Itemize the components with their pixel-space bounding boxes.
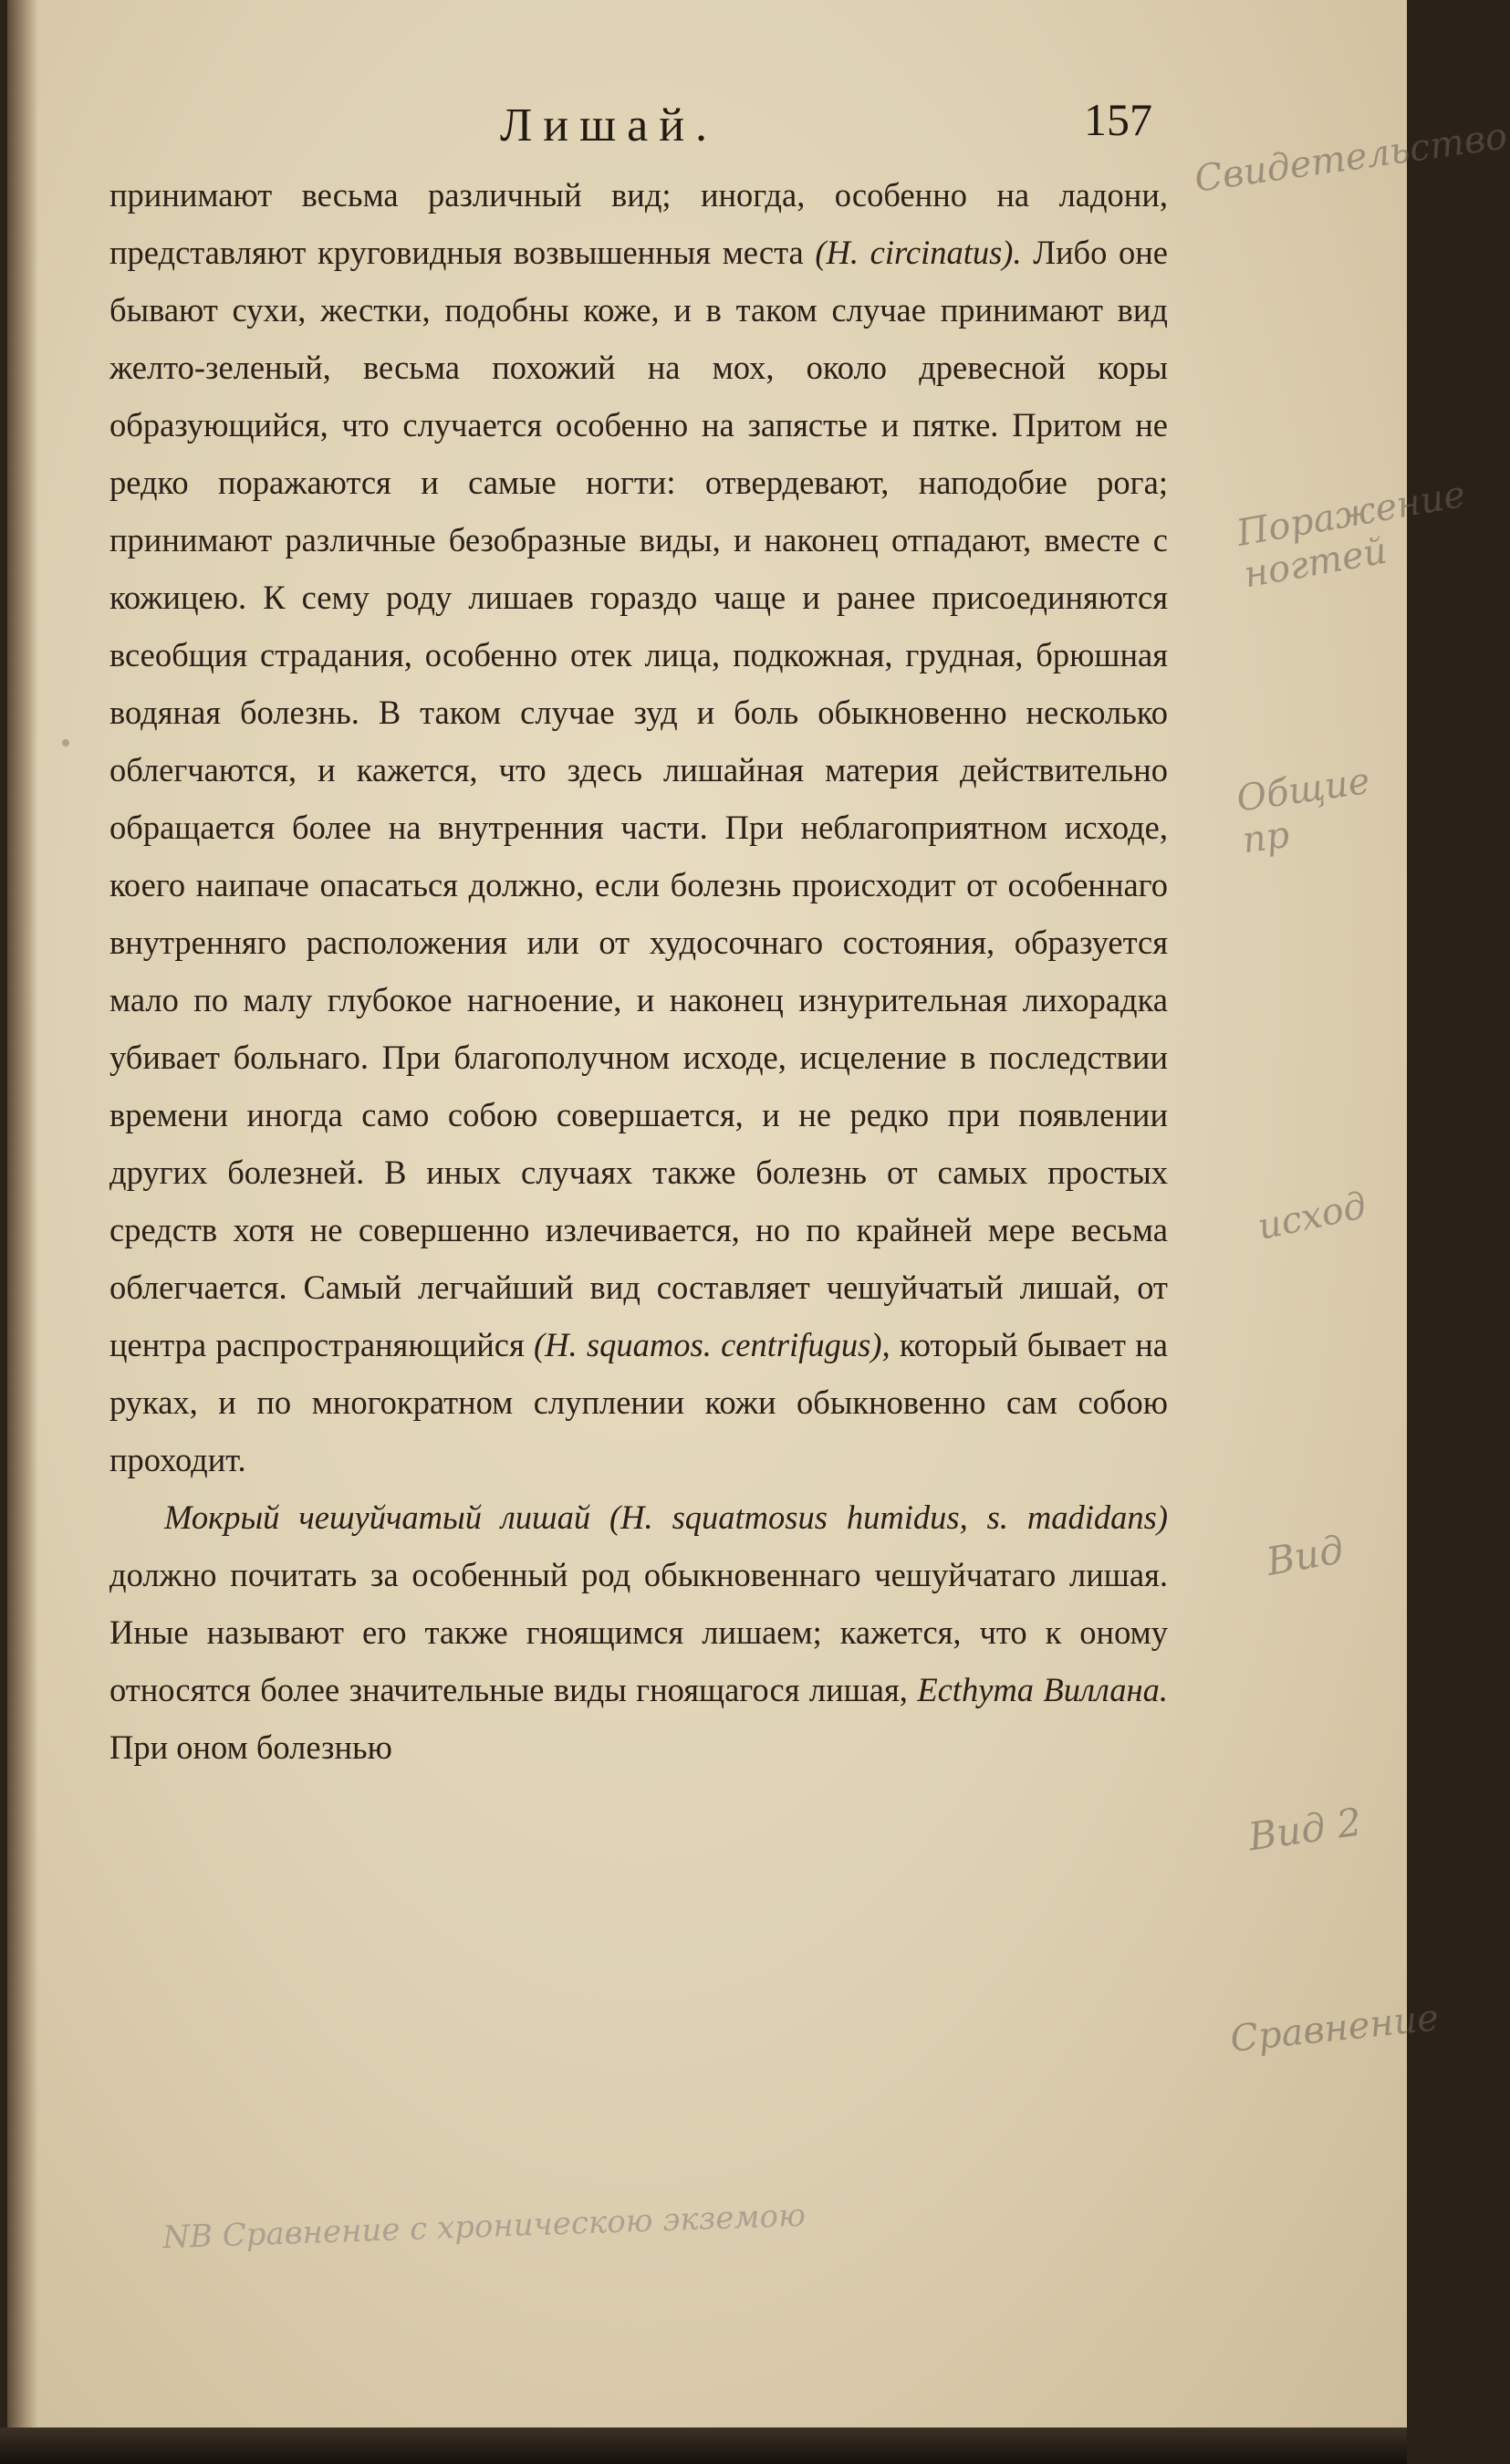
paragraph-2-tail: При оном болезнью: [109, 1728, 392, 1766]
margin-note-7: Сравнение: [1228, 1997, 1441, 2061]
scan-bottom-edge: [0, 2427, 1407, 2464]
page-binding-shadow: [7, 0, 38, 2427]
paragraph-2-text: должно почитать за особенный род обыкновеннаго чешуйчатаго лишая. Иные называют его также гноящимся лишаем; кажется, что к оному относятся более значительные виды гноящагося лишая,: [109, 1556, 1168, 1708]
latin-term-circinatus: (H. circinatus).: [815, 234, 1022, 271]
margin-note-3: Общие пр: [1234, 759, 1373, 862]
footer-pencil-note: NB Сравнение с хроническою экземою: [161, 2197, 807, 2257]
running-title: Лишай.: [500, 99, 719, 151]
paragraph-1-text-a: принимают весьма различный вид; иногда, особенно на ладони, представляют круговидныя возвышенныя места: [109, 176, 1168, 271]
page-number: 157: [1084, 94, 1152, 145]
latin-term-ecthyma: Ecthyma Виллана.: [917, 1671, 1168, 1708]
body-text: [109, 166, 1168, 1776]
latin-term-centrifugus: (H. squamos. centrifugus),: [534, 1326, 890, 1363]
latin-term-humidus: (H. squatmosus humidus, s. madidans): [590, 1498, 1168, 1536]
margin-note-2: Поражение ногтей: [1233, 473, 1469, 597]
page-header: [117, 94, 1175, 162]
paragraph-1-text-b: Либо оне бывают сухи, жестки, подобны коже, и в таком случае принимают вид желто-зеленый, весьма похожий на мох, около древесной коры образующийся, что случается особенно на запястье и пятке. Притом не редко поражаются и самые ногти: отвердевают, наподобие рога; принимают различные безобразные виды, и наконец отпадают, вместе с кожицею. К сему роду лишаев гораздо чаще и ранее присоединяются всеобщия страдания, особенно отек лица, подкожная, грудная, брюшная водяная болезнь. В таком случае зуд и боль обыкновенно несколько облегчаются, и кажется, что здесь лишайная материя действительно обращается более на внутренния части. При неблагоприятном исходе, коего наипаче опасаться должно, если болезнь происходит от особеннаго внутренняго расположения или от худосочнаго состояния, образуется мало по малу глубокое нагноение, и наконец изнурительная лихорадка убивает больнаго. При благополучном исходе, исцеление в последствии времени иногда само собою совершается, и не редко при появлении других болезней. В иных случаях также болезнь от самых простых средств хотя не совершенно излечивается, но по крайней мере весьма облегчается. Самый легчайший вид составляет чешуйчатый лишай, от центра распространяющийся: [109, 234, 1169, 1363]
margin-note-5: Вид: [1263, 1527, 1348, 1584]
pencil-dot: [62, 739, 69, 747]
paragraph-1: [109, 166, 1168, 1488]
margin-note-4: исход: [1254, 1185, 1370, 1248]
book-page: [7, 0, 1510, 2427]
paragraph-2: [109, 1488, 1168, 1776]
paragraph-1-text-c: который бывает на руках, и по многократном слуплении кожи обыкновенно сам собою проходит.: [109, 1326, 1169, 1478]
margin-note-6: Вид 2: [1245, 1799, 1365, 1860]
paragraph-2-lead: Мокрый чешуйчатый лишай: [164, 1498, 591, 1536]
margin-note-1: Свидетельство: [1192, 115, 1510, 201]
